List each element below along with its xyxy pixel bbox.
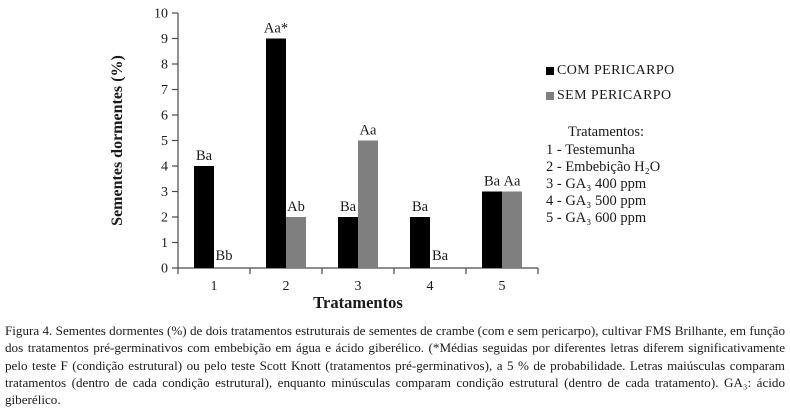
bar <box>338 217 358 268</box>
treatments-key <box>546 124 784 227</box>
svg-text:Aa*: Aa* <box>263 20 289 37</box>
figure-caption: Figura 4. Sementes dormentes (%) de dois tratamentos estruturais de sementes de crambe (com e sem pericarpo), cultivar FMS Brilhante, em função dos tratamentos pré-germinativos com embebição em água e ácido giberélico. (*Médias seguidas por diferentes letras diferem significativamente pelo teste F (condição estrutural) ou pelo teste Scott Knott (tratamentos pré-germinativos), a 5 % de probabilidade. Letras maiúsculas comparam tratamentos (dentro de cada condição estrutural), enquanto minúsculas comparam condição estrutural (dentro de cada tratamento). GA₃: ácido giberélico. <box>5 323 785 408</box>
treatment-item: 2 - Embebição H₂O <box>546 159 661 175</box>
treatments-title: Tratamentos: <box>568 124 644 140</box>
legend-swatch-com-pericarpo-icon <box>546 67 554 75</box>
x-tick-labels <box>211 279 506 294</box>
svg-text:Ab: Ab <box>287 199 305 215</box>
treatment-item: 4 - GA₃ 500 ppm <box>546 193 647 209</box>
treatment-item: 3 - GA₃ 400 ppm <box>546 176 647 192</box>
svg-text:7: 7 <box>161 83 168 99</box>
svg-text:2: 2 <box>282 279 290 294</box>
svg-text:3: 3 <box>354 279 362 294</box>
svg-text:3: 3 <box>161 185 168 201</box>
bar <box>410 217 430 268</box>
x-axis-title: Tratamentos <box>313 293 403 312</box>
svg-text:Ba: Ba <box>339 199 357 215</box>
legend-entry-com-pericarpo <box>546 62 784 79</box>
svg-text:8: 8 <box>161 57 168 73</box>
svg-text:Ba: Ba <box>411 199 429 215</box>
y-tick-labels <box>154 7 168 277</box>
legend-label-com-pericarpo: COM PERICARPO <box>557 63 675 78</box>
bar <box>266 39 286 269</box>
svg-text:9: 9 <box>161 32 168 48</box>
bar <box>482 192 502 269</box>
svg-text:4: 4 <box>161 159 168 175</box>
bars-com-pericarpo <box>194 39 502 269</box>
svg-text:5: 5 <box>498 279 506 294</box>
bar <box>286 217 306 268</box>
y-axis-title: Sementes dormentes (%) <box>109 55 126 226</box>
svg-text:Bb: Bb <box>215 248 233 264</box>
bar <box>358 141 378 269</box>
treatments-list <box>546 142 784 227</box>
svg-text:Ba: Ba <box>195 148 213 164</box>
svg-text:4: 4 <box>426 279 434 294</box>
legend-swatch-sem-pericarpo-icon <box>546 92 554 100</box>
treatment-item: 1 - Testemunha <box>546 142 635 158</box>
bar-value-labels-com-pericarpo <box>196 21 501 216</box>
svg-text:5: 5 <box>161 134 168 150</box>
svg-text:Ba: Ba <box>483 173 501 190</box>
svg-text:0: 0 <box>161 261 168 277</box>
chart-legend <box>546 62 784 227</box>
treatment-item: 5 - GA₃ 600 ppm <box>546 210 647 226</box>
svg-text:6: 6 <box>161 108 168 124</box>
legend-label-sem-pericarpo: SEM PERICARPO <box>557 88 672 103</box>
bar <box>194 166 214 268</box>
svg-text:Aa: Aa <box>503 173 521 190</box>
svg-text:1: 1 <box>210 279 218 294</box>
bar <box>502 192 522 269</box>
svg-text:1: 1 <box>161 236 168 252</box>
svg-text:10: 10 <box>154 6 168 22</box>
svg-text:Aa: Aa <box>359 122 377 139</box>
svg-text:Ba: Ba <box>431 248 449 264</box>
legend-entry-sem-pericarpo <box>546 87 784 104</box>
svg-text:2: 2 <box>161 210 168 226</box>
